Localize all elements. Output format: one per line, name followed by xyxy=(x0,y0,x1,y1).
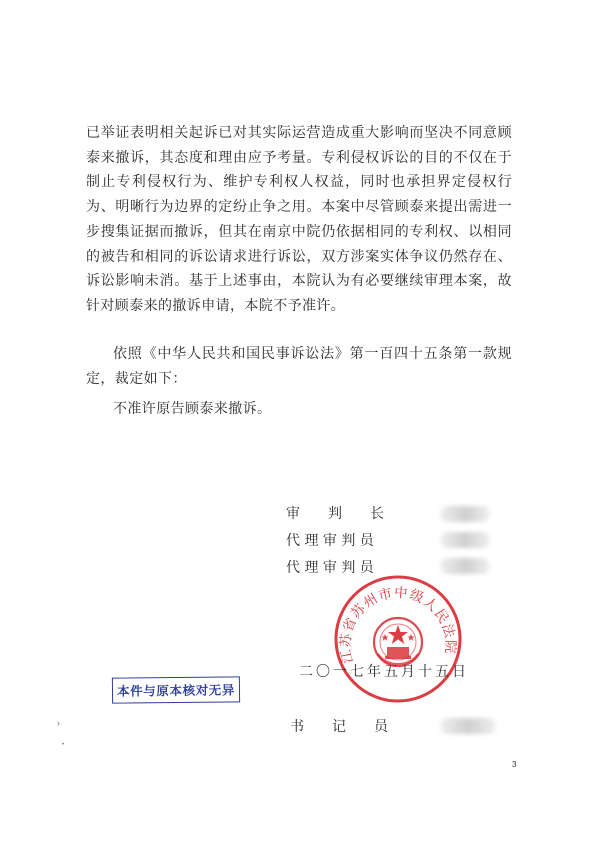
national-emblem-icon xyxy=(374,618,422,666)
presiding-judge-name-redacted xyxy=(440,506,490,522)
seal-text-path: 江苏省苏州市中级人民法院 xyxy=(337,584,459,665)
paragraph-ruling: 不准许原告顾泰来撤诉。 xyxy=(113,401,272,417)
page-number: 3 xyxy=(512,760,517,769)
acting-judge-2-label: 代 理 审 判 员 xyxy=(286,560,374,576)
paragraph-reasoning: 已举证表明相关起诉已对其实际运营造成重大影响而坚决不同意顾泰来撤诉，其态度和理由应予考量。专利侵权诉讼的目的不仅在于制止专利侵权行为、维护专利权人权益，同时也承担界定侵权行为、明晰行为边界的定纷止争之用。本案中尽管顾泰来提出需进一步搜集证据而撤诉，但其在南京中院仍依据相同的专利权、以相同的被告和相同的诉讼请求进行诉讼，双方涉案实体争议仍然存在、诉讼影响未消。基于上述事由，本院认为有必要继续审理本案，故针对顾泰来的撤诉申请，本院不予准许。 xyxy=(86,125,512,314)
presiding-judge-label: 审 判 长 xyxy=(286,506,384,522)
acting-judge-1-label: 代 理 审 判 员 xyxy=(286,533,374,549)
scan-speck-mark: › xyxy=(57,718,60,728)
ruling-date: 二〇一七年五月十五日 xyxy=(299,664,469,680)
scan-speck-dot: • xyxy=(62,742,65,748)
clerk-name-redacted xyxy=(440,718,496,734)
clerk-label: 书 记 员 xyxy=(290,719,388,735)
acting-judge-1-name-redacted xyxy=(440,532,490,548)
acting-judge-2-name-redacted xyxy=(440,558,490,574)
court-seal xyxy=(333,574,463,704)
paragraph-legal-basis: 依照《中华人民共和国民事诉讼法》第一百四十五条第一款规定，裁定如下： xyxy=(86,346,512,387)
copy-verification-stamp: 本件与原本核对无异 xyxy=(112,676,240,703)
